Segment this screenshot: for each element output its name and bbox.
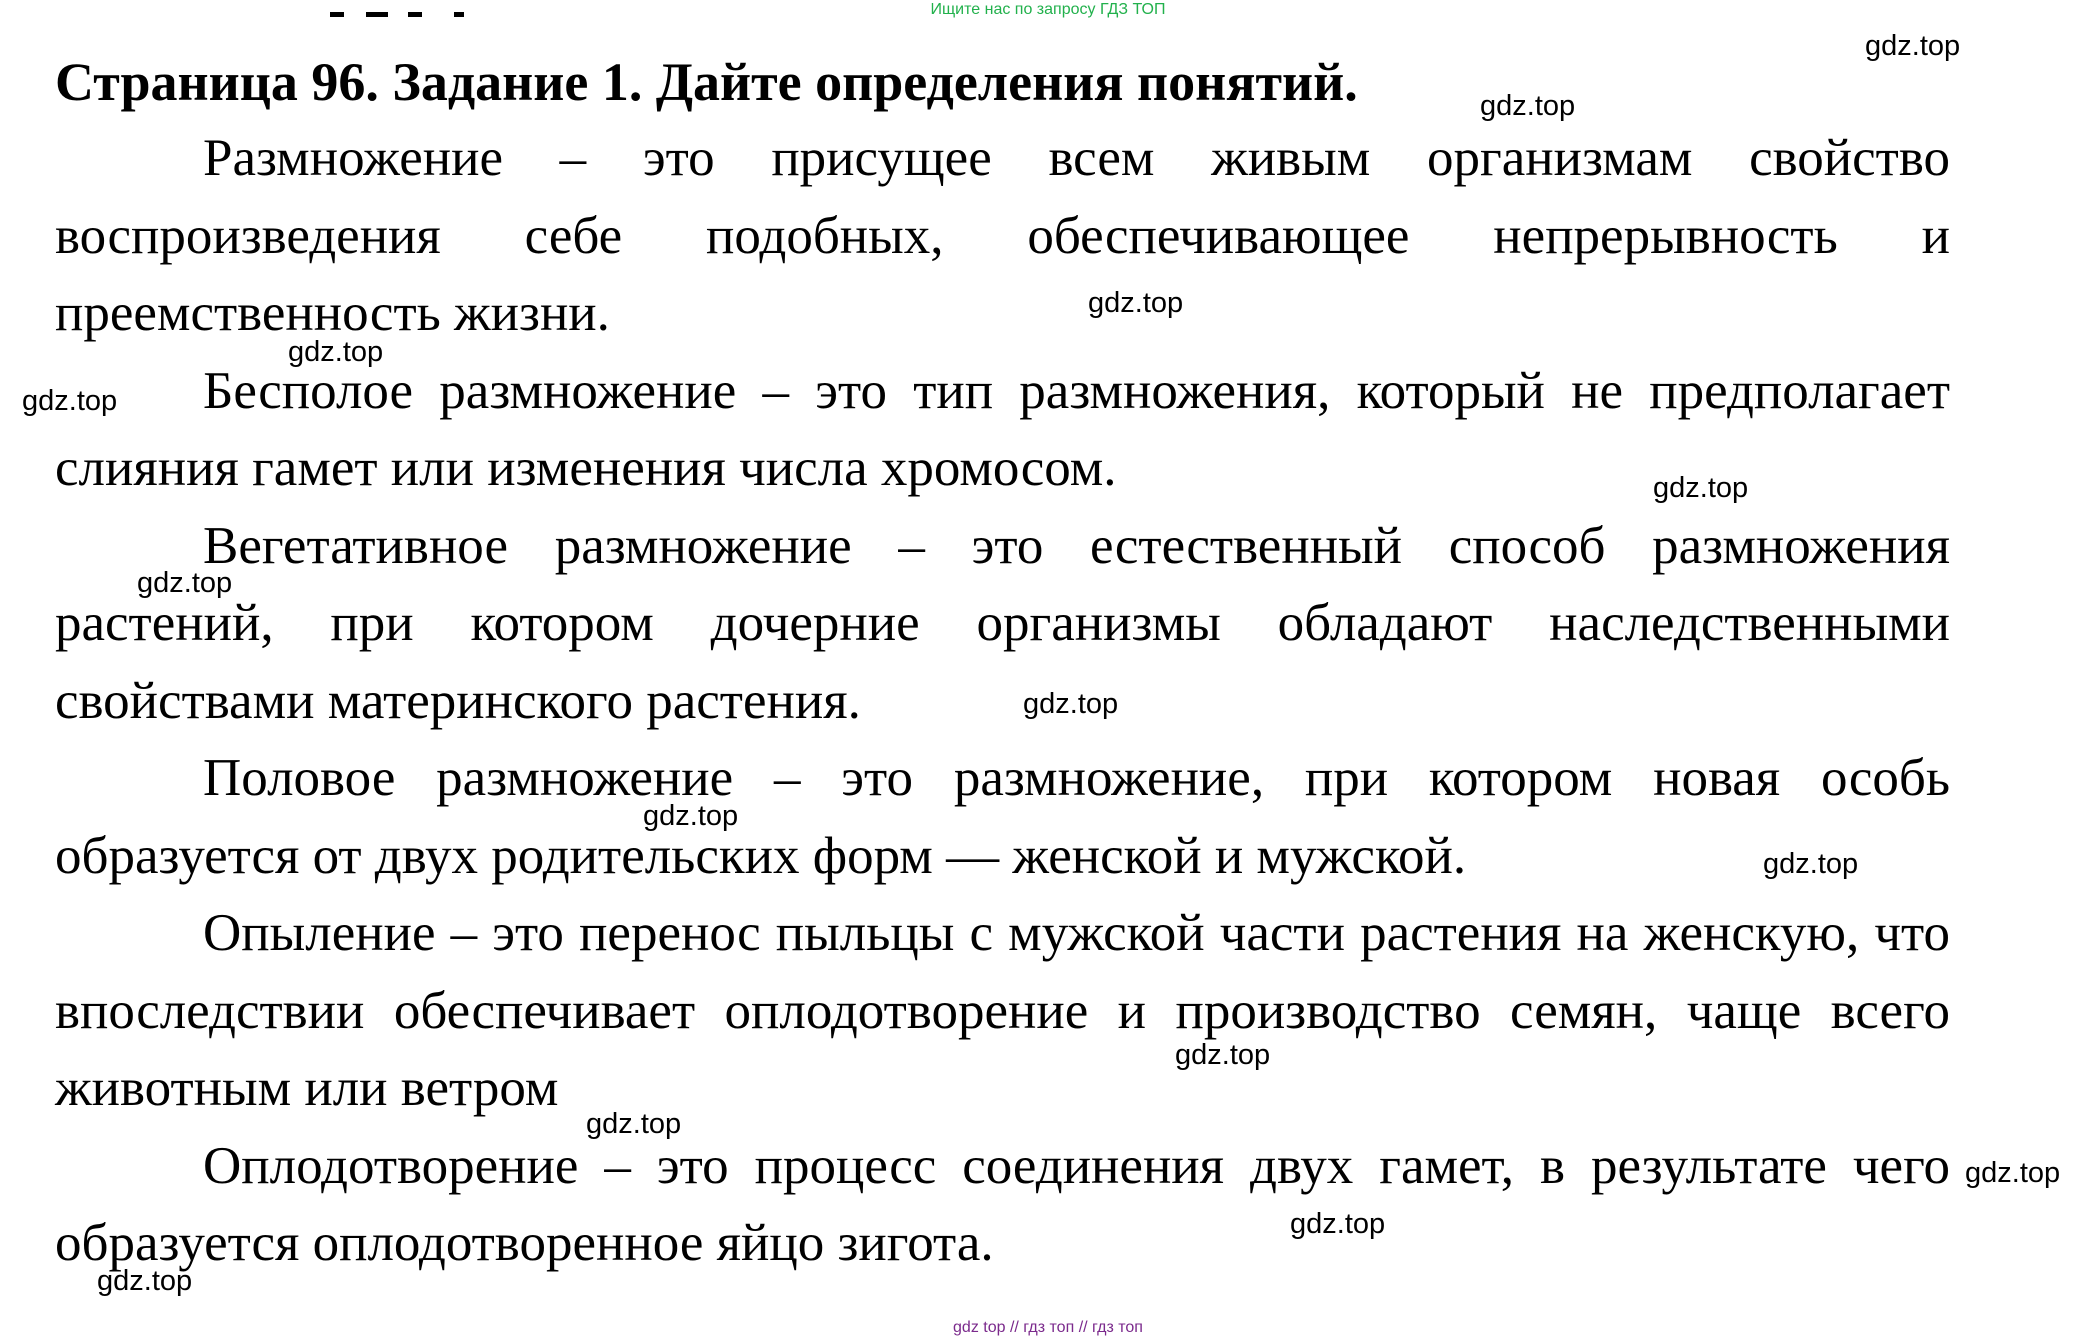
definition-vegetative-reproduction: Вегетативное размножение – это естественный способ размножения растений, при котором дочерние организмы обладают наследственными свойствами материнского растения. [55,516,1950,730]
watermark: gdz.top [1763,848,1859,880]
watermark: gdz.top [1290,1208,1386,1240]
watermark: gdz.top [1480,90,1576,122]
watermark: gdz.top [1023,688,1119,720]
top-cropped-text-remnant [330,12,630,24]
watermark: gdz.top [1965,1157,2061,1189]
definition-reproduction: Размножение – это присущее всем живым организмам свойство воспроизведения себе подобных, обеспечивающее непрерывность и преемственность жизни. [55,129,1950,342]
definition-sexual-reproduction: Половое размножение – это размножение, при котором новая особь образуется от двух родительских форм — женской и мужской. [55,749,1950,885]
watermark: gdz.top [643,800,739,832]
watermark: gdz.top [1653,472,1749,504]
watermark: gdz.top [1865,30,1961,62]
definitions-content [55,120,1950,1283]
watermark: gdz.top [1088,287,1184,319]
footer-links[interactable]: gdz top // гдз топ // гдз топ [953,1319,1143,1336]
definition-pollination: Опыление – это перенос пыльцы с мужской части растения на женскую, что впоследствии обеспечивает оплодотворение и производство семян, чаще всего животным или ветром [55,904,1950,1117]
watermark: gdz.top [22,385,118,417]
watermark: gdz.top [586,1108,682,1140]
page-title: Страница 96. Задание 1. Дайте определения понятий. [55,52,1358,112]
definition-asexual-reproduction: Бесполое размножение – это тип размножения, который не предполагает слияния гамет или изменения числа хромосом. [55,361,1950,497]
watermark: gdz.top [97,1265,193,1297]
top-notice[interactable]: Ищите нас по запросу ГДЗ ТОП [930,1,1166,18]
definition-fertilization: Оплодотворение – это процесс соединения двух гамет, в результате чего образуется оплодотворенное яйцо зигота. [55,1136,1950,1272]
watermark: gdz.top [137,567,233,599]
watermark: gdz.top [288,336,384,368]
watermark: gdz.top [1175,1039,1271,1071]
